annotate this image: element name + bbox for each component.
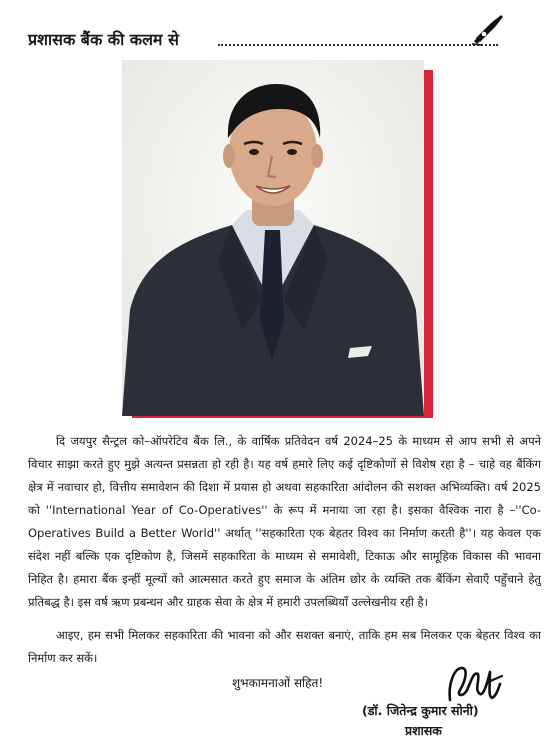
portrait-photo: [122, 60, 424, 416]
portrait-frame: [122, 60, 433, 418]
signatory-name: (डॉ. जितेन्द्र कुमार सोनी): [362, 703, 479, 718]
closing-wishes: शुभकामनाओं सहित!: [232, 676, 324, 690]
fountain-pen-nib-icon: [470, 8, 506, 46]
body-paragraph-1: दि जयपुर सैन्ट्रल को–ऑपरेटिव बैंक लि., के वार्षिक प्रतिवेदन वर्ष 2024–25 के माध्यम से आप सभी से अपने विचार साझा करते हुए मुझे अत्यन्त प्रसन्नता हो रही है। यह वर्ष हमारे लिए कई दृष्टिकोणों से विशेष रहा है – चाहे वह बैंकिंग क्षेत्र में नवाचार हो, वित्तीय समावेशन की दिशा में प्रयास हो अथवा सहकारिता आंदोलन की सशक्त अभिव्यक्ति। वर्ष 2025 को ''International Year of Co-Operatives'' के रूप में मनाया जा रहा है। इसका वैश्विक नारा है –''Co-Operatives Build a Better World'' अर्थात् ''सहकारिता एक बेहतर विश्व का निर्माण करती है''। यह केवल एक संदेश नहीं बल्कि एक दृष्टिकोण है, जिसमें सहकारिता के माध्यम से समावेशी, टिकाऊ और सामूहिक विकास की भावना निहित है। हमारा बैंक इन्हीं मूल्यों को आत्मसात करते हुए समाज के अंतिम छोर के व्यक्ति तक बैंकिंग सेवाएँ पहुँचाने हेतु प्रतिबद्ध है। इस वर्ष ऋण प्रबन्धन और ग्राहक सेवा के क्षेत्र में हमारी उपलब्धियाँ उल्लेखनीय रही है।: [28, 434, 541, 609]
page-title: प्रशासक बैंक की कलम से: [28, 30, 179, 49]
body-paragraph-2: आइए, हम सभी मिलकर सहकारिता की भावना को और सशक्त बनाएं, ताकि हम सब मिलकर एक बेहतर विश्व का निर्माण कर सकें।: [28, 628, 541, 665]
title-dotted-rule: [218, 44, 498, 46]
portrait-illustration: [122, 60, 424, 416]
header: [28, 28, 498, 54]
handwritten-signature: [444, 660, 504, 708]
signatory-designation: प्रशासक: [405, 723, 442, 738]
